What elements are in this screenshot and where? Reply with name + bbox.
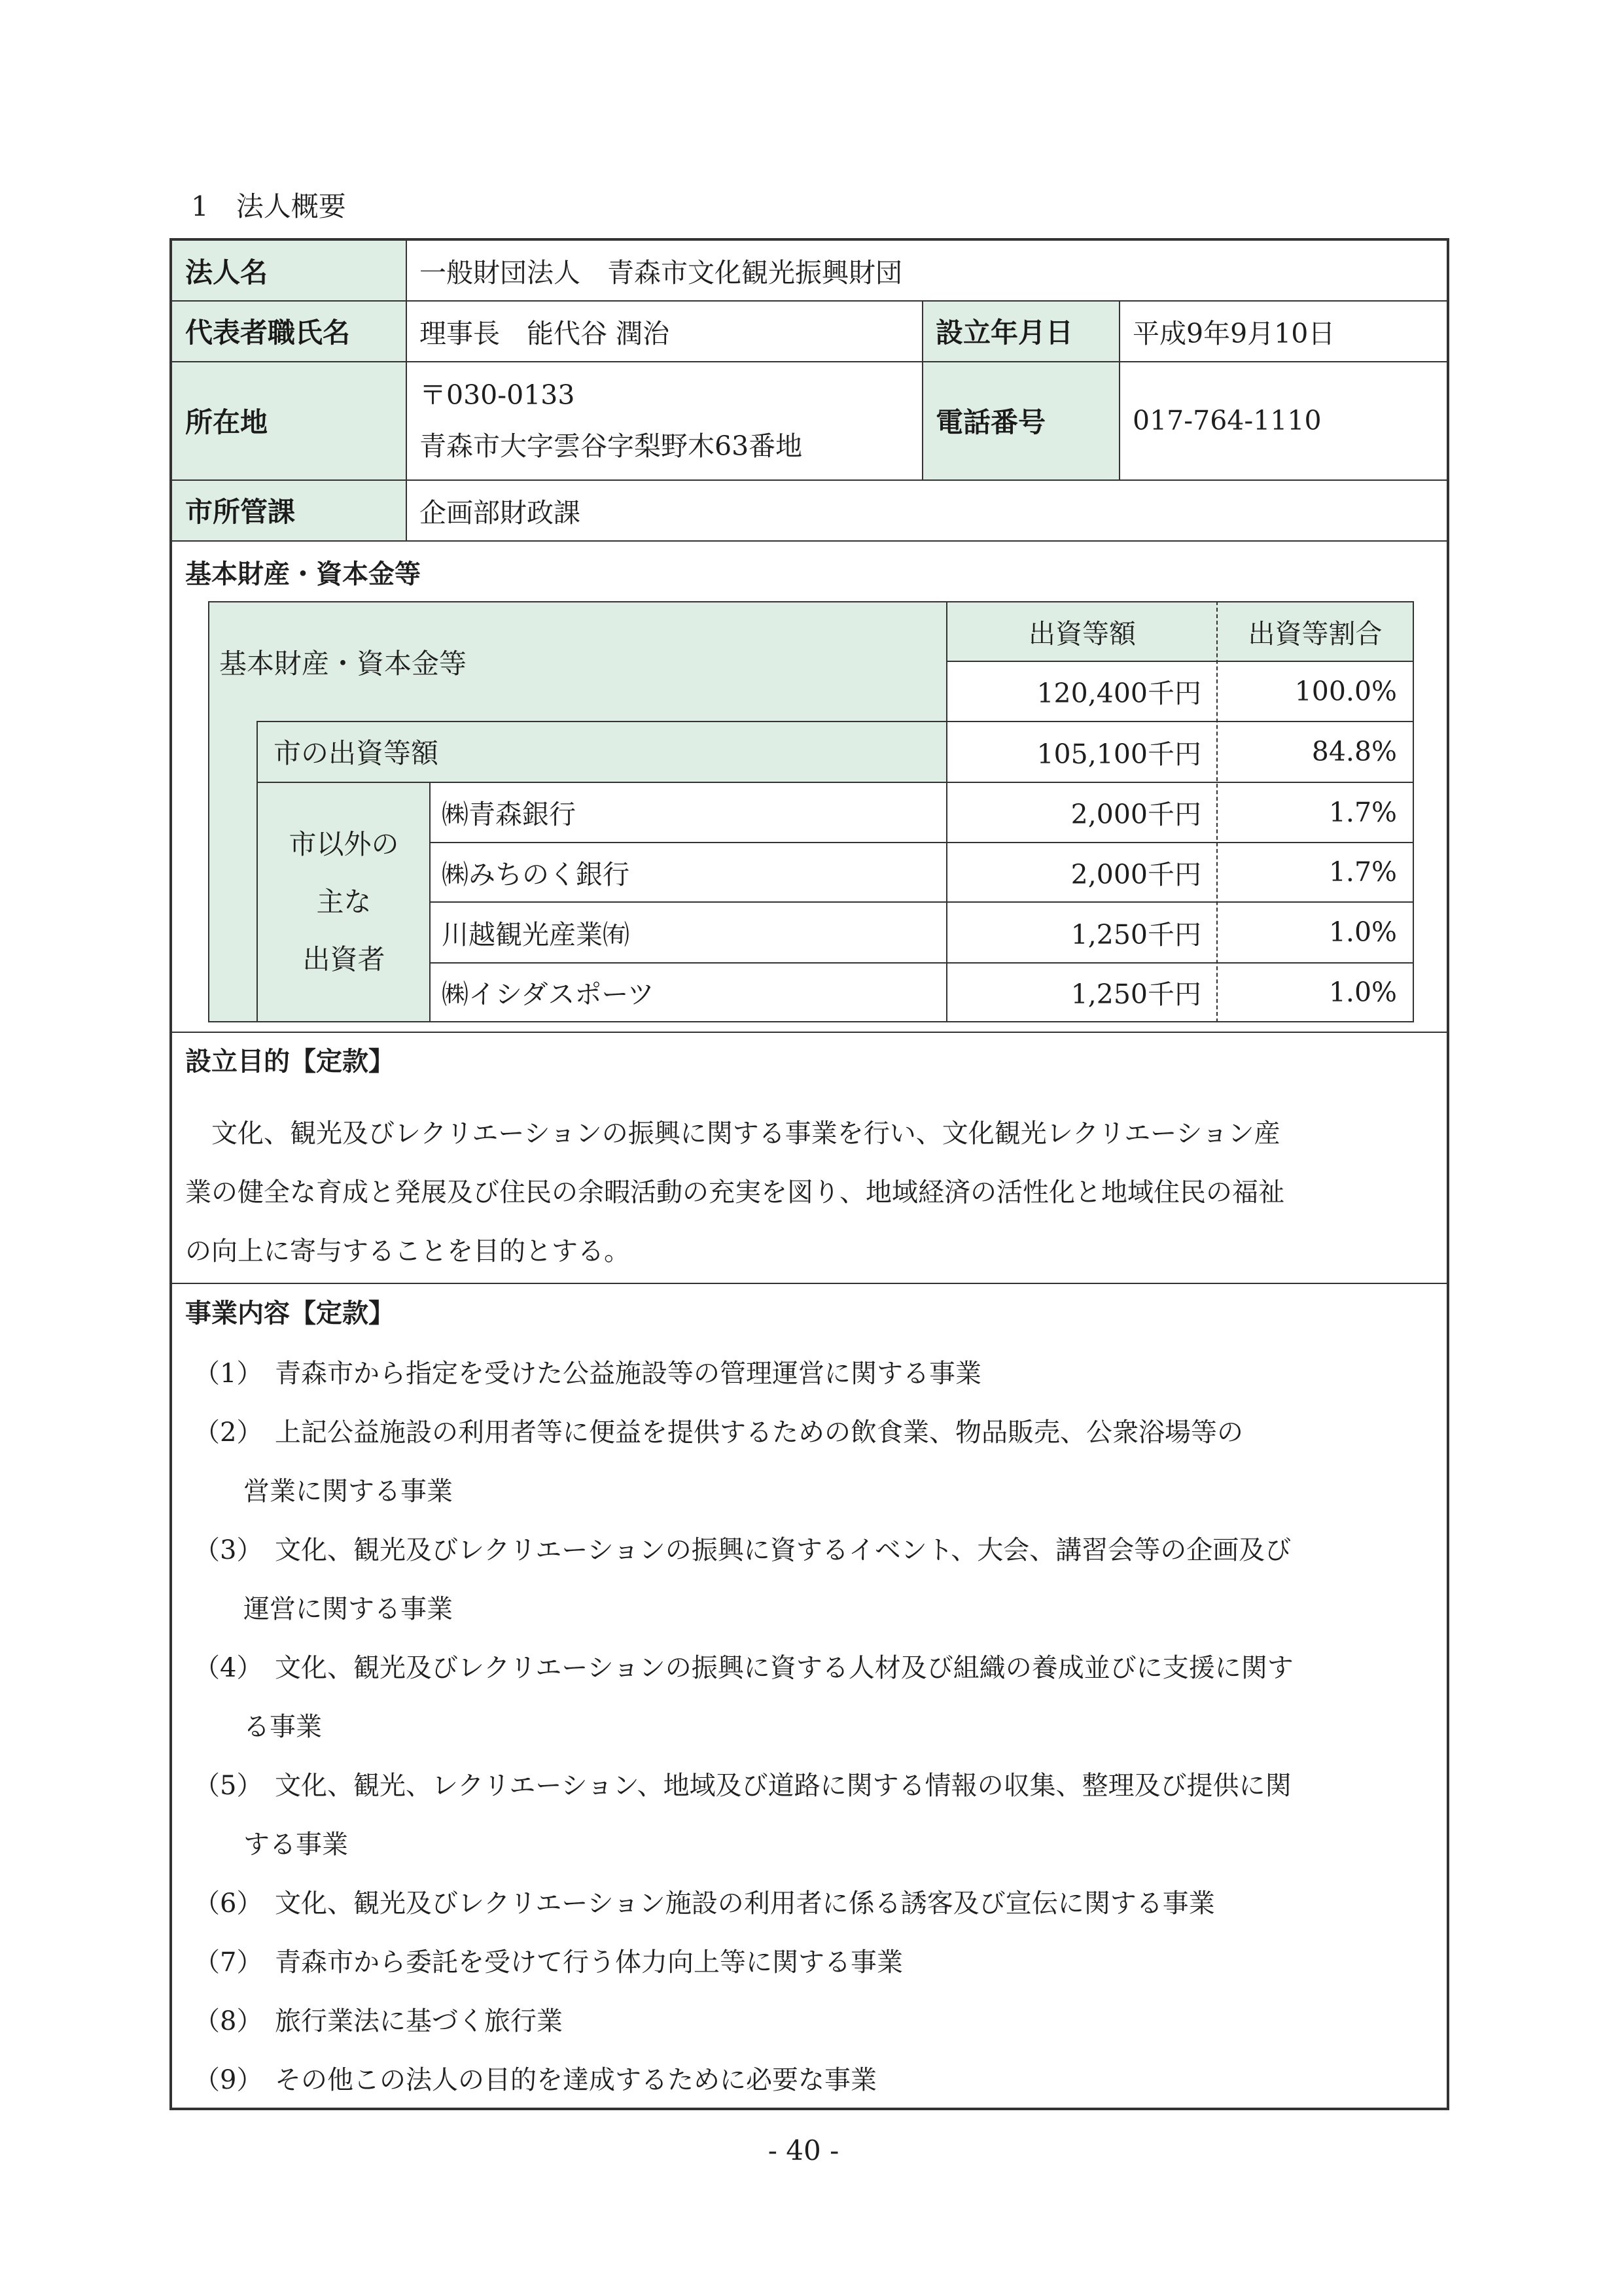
investor-amount: 1,250千円 <box>1070 979 1201 1010</box>
section-title: 1 法人概要 <box>191 190 346 222</box>
total-amount: 120,400千円 <box>1036 678 1201 709</box>
city-investment-amount: 105,100千円 <box>1036 738 1201 770</box>
established-date-value: 平成9年9月10日 <box>1133 317 1335 349</box>
other-investors-label-line: 主な <box>316 885 372 918</box>
purpose-line: 業の健全な育成と発展及び住民の余暇活動の充実を図り、地域経済の活性化と地域住民の福祉 <box>185 1177 1284 1208</box>
row-divider <box>946 661 1414 662</box>
row-divider <box>172 479 1448 481</box>
established-date-label: 設立年月日 <box>923 301 1119 361</box>
column-header-ratio: 出資等割合 <box>1248 618 1383 650</box>
row-divider <box>429 962 1414 964</box>
business-item-number: （9） <box>194 2065 263 2095</box>
corp-name-label: 法人名 <box>172 241 406 300</box>
business-item-number: （4） <box>194 1653 263 1683</box>
row-divider <box>429 842 1414 843</box>
column-divider <box>406 239 407 540</box>
business-item-text: 文化、観光及びレクリエーションの振興に資するイベント、大会、講習会等の企画及び <box>275 1535 1292 1565</box>
column-divider <box>946 601 947 1022</box>
phone-label: 電話番号 <box>923 362 1119 479</box>
business-item-continuation: 営業に関する事業 <box>243 1476 453 1506</box>
business-item-text: 文化、観光及びレクリエーション施設の利用者に係る誘客及び宣伝に関する事業 <box>275 1888 1215 1919</box>
address-label: 所在地 <box>172 362 406 479</box>
business-item-text: 上記公益施設の利用者等に便益を提供するための飲食業、物品販売、公衆浴場等の <box>275 1418 1243 1448</box>
page-number: - 40 - <box>768 2134 839 2166</box>
capital-table-title: 基本財産・資本金等 <box>219 647 467 680</box>
address-street: 青森市大字雲谷字梨野木63番地 <box>419 430 803 462</box>
business-item-number: （2） <box>194 1418 263 1448</box>
city-investment-ratio: 84.8% <box>1311 736 1397 767</box>
row-divider <box>172 540 1448 542</box>
phone-value: 017-764-1110 <box>1133 405 1322 436</box>
row-divider <box>429 901 1414 903</box>
purpose-line: の向上に寄与することを目的とする。 <box>185 1236 630 1266</box>
investor-name: ㈱青森銀行 <box>442 799 576 830</box>
section-divider <box>172 1283 1448 1284</box>
investor-name: ㈱イシダスポーツ <box>442 979 654 1010</box>
other-investors-label-line: 市以外の <box>289 827 399 860</box>
address-postal-code: 〒030-0133 <box>419 379 575 411</box>
business-item-continuation: る事業 <box>243 1712 322 1742</box>
business-heading: 事業内容【定款】 <box>185 1298 395 1329</box>
column-header-amount: 出資等額 <box>1029 618 1136 650</box>
business-item-continuation: する事業 <box>243 1830 348 1860</box>
address-value <box>406 362 922 479</box>
business-item-number: （3） <box>194 1535 263 1565</box>
row-divider <box>172 361 1448 362</box>
purpose-line: 文化、観光及びレクリエーションの振興に関する事業を行い、文化観光レクリエーション産 <box>185 1119 1280 1149</box>
investor-amount: 1,250千円 <box>1070 918 1201 950</box>
other-investors-label-line: 出資者 <box>302 943 385 975</box>
total-ratio: 100.0% <box>1294 675 1397 707</box>
capital-indent-bg <box>209 721 257 1021</box>
department-label: 市所管課 <box>172 480 406 540</box>
business-item-number: （7） <box>194 1947 263 1977</box>
investor-ratio: 1.0% <box>1328 916 1397 948</box>
representative-label: 代表者職氏名 <box>172 301 406 361</box>
investor-ratio: 1.0% <box>1328 976 1397 1008</box>
dashed-column-divider <box>1216 601 1218 1022</box>
business-item-continuation: 運営に関する事業 <box>243 1594 453 1624</box>
other-investors-label <box>258 782 430 1021</box>
business-item-text: 文化、観光、レクリエーション、地域及び道路に関する情報の収集、整理及び提供に関 <box>275 1771 1292 1801</box>
corp-name-value: 一般財団法人 青森市文化観光振興財団 <box>419 257 902 288</box>
investor-name: 川越観光産業㈲ <box>442 918 629 950</box>
investor-ratio: 1.7% <box>1328 796 1397 828</box>
investor-amount: 2,000千円 <box>1070 799 1201 830</box>
business-item-text: 文化、観光及びレクリエーションの振興に資する人材及び組織の養成並びに支援に関す <box>275 1653 1294 1683</box>
purpose-heading: 設立目的【定款】 <box>185 1047 395 1077</box>
row-divider <box>256 721 1414 722</box>
city-investment-label: 市の出資等額 <box>274 737 439 769</box>
column-divider <box>922 300 923 479</box>
business-item-text: 旅行業法に基づく旅行業 <box>275 2006 563 2036</box>
representative-value: 理事長 能代谷 潤治 <box>419 317 670 349</box>
row-divider <box>172 300 1448 302</box>
investor-ratio: 1.7% <box>1328 856 1397 888</box>
business-item-text: 青森市から指定を受けた公益施設等の管理運営に関する事業 <box>275 1359 981 1389</box>
business-item-text: 青森市から委託を受けて行う体力向上等に関する事業 <box>275 1947 903 1977</box>
column-divider <box>1119 300 1120 479</box>
column-divider <box>256 721 258 1022</box>
section-divider <box>172 1032 1448 1033</box>
business-item-number: （6） <box>194 1888 263 1919</box>
business-item-number: （5） <box>194 1771 263 1801</box>
business-item-number: （8） <box>194 2006 263 2036</box>
business-item-number: （1） <box>194 1359 263 1389</box>
capital-heading: 基本財産・資本金等 <box>185 559 421 589</box>
department-value: 企画部財政課 <box>419 496 580 529</box>
investor-amount: 2,000千円 <box>1070 858 1201 890</box>
business-item-text: その他この法人の目的を達成するために必要な事業 <box>275 2065 877 2095</box>
investor-name: ㈱みちのく銀行 <box>442 858 629 890</box>
